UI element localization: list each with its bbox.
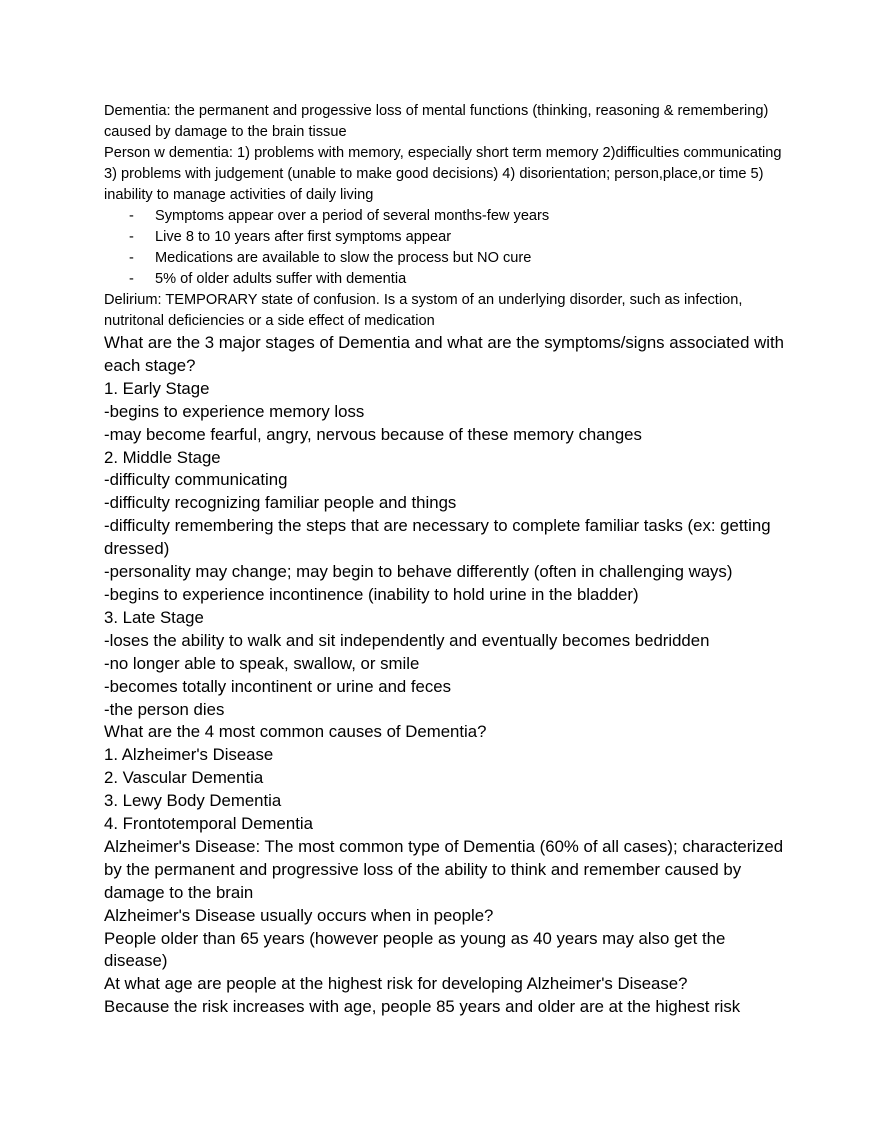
list-item [104,206,784,227]
list-item [104,248,784,269]
stages-question: What are the 3 major stages of Dementia and what are the symptoms/signs associated with each stage? [104,333,784,375]
list-item [104,269,784,290]
alzheimers-definition: Alzheimer's Disease: The most common type of Dementia (60% of all cases); characterized by the permanent and progressive loss of the ability to think and remember caused by damage to the brain [104,836,784,902]
person-with-dementia: Person w dementia: 1) problems with memory, especially short term memory 2)difficulties communicating 3) problems with judgement (unable to make good decisions) 4) disorientation; person,place,or time 5) inability to manage activities of daily living [104,145,782,203]
list-item-text: Symptoms appear over a period of several months-few years [155,208,550,224]
alzheimers-occurs-answer: People older than 65 years (however people as young as 40 years may also get the disease) [104,928,726,971]
stage-heading: 1. Early Stage [104,378,210,398]
stage-symptom: -difficulty communicating [104,470,288,490]
stage-symptom: -may become fearful, angry, nervous because of these memory changes [104,424,642,444]
bullet-dash: - [129,271,134,287]
stage-symptom: -no longer able to speak, swallow, or smile [104,653,420,673]
stage-heading: 2. Middle Stage [104,447,221,467]
stage-symptom: -becomes totally incontinent or urine and feces [104,676,452,696]
stage-symptom: -difficulty remembering the steps that are necessary to complete familiar tasks (ex: getting dressed) [104,516,771,559]
bullet-dash: - [129,208,134,224]
list-item-text: Live 8 to 10 years after first symptoms appear [155,229,452,245]
cause-item: 4. Frontotemporal Dementia [104,814,313,834]
dementia-facts-list [104,206,784,290]
alzheimers-occurs-question: Alzheimer's Disease usually occurs when in people? [104,905,494,925]
stage-symptom: -personality may change; may begin to behave differently (often in challenging ways) [104,562,733,582]
stage-symptom: -begins to experience incontinence (inability to hold urine in the bladder) [104,584,639,604]
stage-heading: 3. Late Stage [104,607,204,627]
bullet-dash: - [129,229,134,245]
list-item [104,227,784,248]
delirium-definition: Delirium: TEMPORARY state of confusion. Is a systom of an underlying disorder, such as infection, nutritonal deficiencies or a side effect of medication [104,292,743,329]
list-item-text: Medications are available to slow the process but NO cure [155,250,532,266]
stage-symptom: -difficulty recognizing familiar people and things [104,493,457,513]
stage-symptom: -the person dies [104,699,225,719]
document-body [104,101,784,1019]
stage-symptom: -begins to experience memory loss [104,401,365,421]
stage-symptom: -loses the ability to walk and sit independently and eventually becomes bedridden [104,630,710,650]
cause-item: 3. Lewy Body Dementia [104,791,282,811]
cause-item: 1. Alzheimer's Disease [104,745,274,765]
causes-question: What are the 4 most common causes of Dementia? [104,722,487,742]
list-item-text: 5% of older adults suffer with dementia [155,271,407,287]
alzheimers-age-question: At what age are people at the highest risk for developing Alzheimer's Disease? [104,974,688,994]
cause-item: 2. Vascular Dementia [104,768,264,788]
alzheimers-age-answer: Because the risk increases with age, people 85 years and older are at the highest risk [104,997,741,1017]
bullet-dash: - [129,250,134,266]
dementia-definition: Dementia: the permanent and progessive loss of mental functions (thinking, reasoning & remembering) caused by damage to the brain tissue [104,103,769,140]
